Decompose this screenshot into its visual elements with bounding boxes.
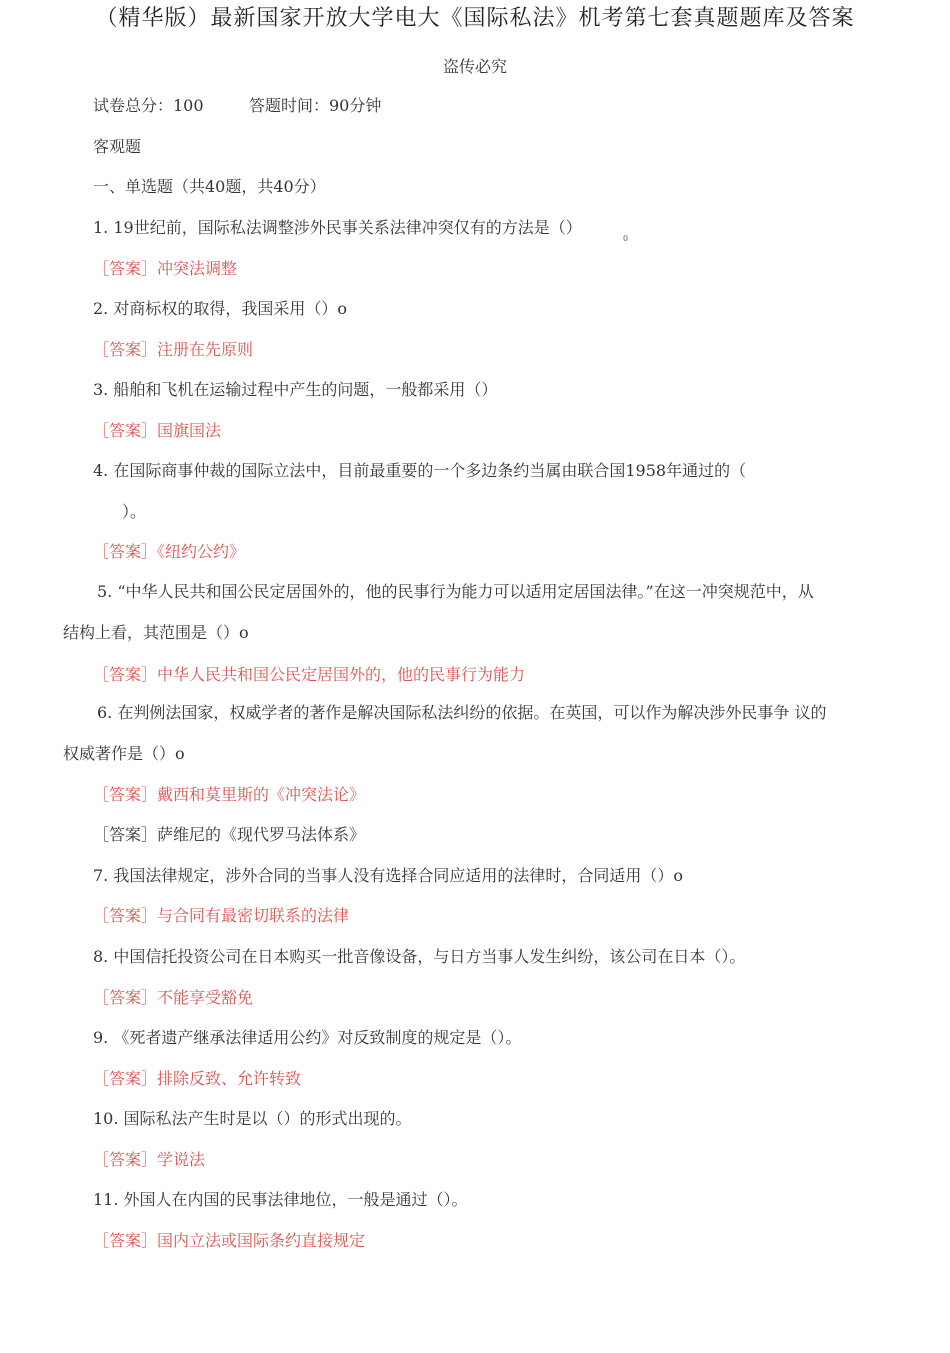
document-subtitle: 盗传必究 — [442, 57, 507, 76]
answer-8: ［答案］不能享受豁免 — [93, 988, 254, 1007]
section-single-choice: 一、单选题（共40题，共40分） — [93, 177, 326, 196]
question-4-continuation: ）。 — [122, 502, 147, 521]
question-6: 6. 在判例法国家，权威学者的著作是解决国际私法纠纷的依据。在英国，可以作为解决涉外民事争 议的 — [97, 703, 827, 722]
question-8: 8. 中国信托投资公司在日本购买一批音像设备，与日方当事人发生纠纷，该公司在日本（）。 — [93, 947, 746, 966]
question-5-continuation: 结构上看，其范围是（）o — [63, 623, 249, 642]
question-3: 3. 船舶和飞机在运输过程中产生的问题，一般都采用（） — [93, 380, 498, 399]
answer-10: ［答案］学说法 — [93, 1150, 206, 1169]
question-9: 9. 《死者遗产继承法律适用公约》对反致制度的规定是（）。 — [93, 1028, 522, 1047]
time-limit: 答题时间：90分钟 — [249, 96, 382, 115]
answer-7: ［答案］与合同有最密切联系的法律 — [93, 906, 350, 925]
answer-11: ［答案］国内立法或国际条约直接规定 — [93, 1231, 366, 1250]
answer-2: ［答案］注册在先原则 — [93, 340, 254, 359]
question-2: 2. 对商标权的取得，我国采用（）o — [93, 299, 347, 318]
section-objective: 客观题 — [93, 137, 142, 156]
answer-6-alternate: ［答案］萨维尼的《现代罗马法体系》 — [93, 825, 366, 844]
answer-4: ［答案］《纽约公约》 — [93, 542, 246, 561]
answer-6: ［答案］戴西和莫里斯的《冲突法论》 — [93, 785, 366, 804]
question-5: 5. “中华人民共和国公民定居国外的，他的民事行为能力可以适用定居国法律。”在这一冲突规范中，从 — [97, 582, 814, 601]
answer-1: ［答案］冲突法调整 — [93, 259, 238, 278]
question-1: 1. 19世纪前，国际私法调整涉外民事关系法律冲突仅有的方法是（） — [93, 218, 582, 237]
total-score: 试卷总分：100 — [93, 96, 204, 115]
question-10: 10. 国际私法产生时是以（）的形式出现的。 — [93, 1109, 412, 1128]
answer-3: ［答案］国旗国法 — [93, 421, 222, 440]
answer-5: ［答案］中华人民共和国公民定居国外的，他的民事行为能力 — [93, 665, 526, 684]
answer-9: ［答案］排除反致、允许转致 — [93, 1069, 302, 1088]
question-1-mark: 0 — [623, 234, 629, 243]
document-title: （精华版）最新国家开放大学电大《国际私法》机考第七套真题题库及答案 — [95, 6, 855, 31]
question-4: 4. 在国际商事仲裁的国际立法中，目前最重要的一个多边条约当属由联合国1958年通过的（ — [93, 461, 747, 480]
question-11: 11. 外国人在内国的民事法律地位，一般是通过（）。 — [93, 1190, 468, 1209]
question-7: 7. 我国法律规定，涉外合同的当事人没有选择合同应适用的法律时，合同适用（）o — [93, 866, 683, 885]
question-6-continuation: 权威著作是（）o — [63, 744, 185, 763]
